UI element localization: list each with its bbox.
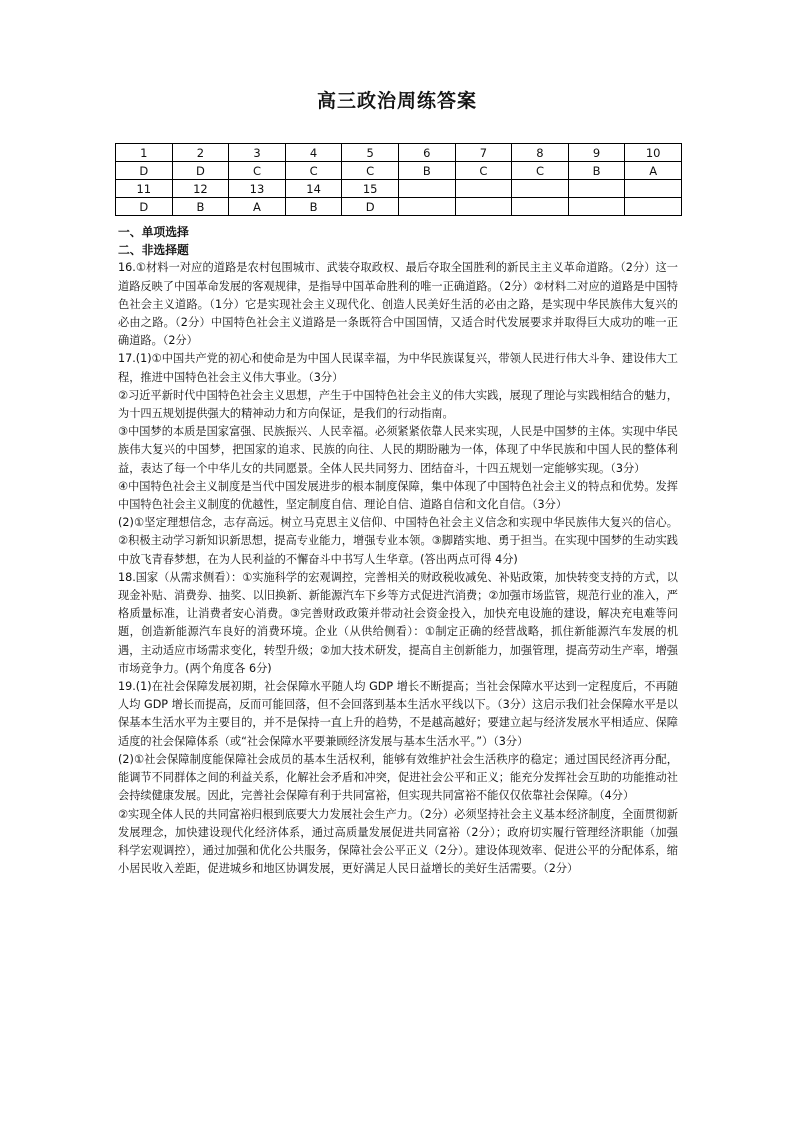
- table-cell: [455, 198, 512, 216]
- table-cell: C: [512, 162, 569, 180]
- table-cell: 11: [116, 180, 173, 198]
- table-cell: D: [116, 162, 173, 180]
- page-title: 高三政治周练答案: [316, 90, 477, 112]
- answer-paragraph: ③中国梦的本质是国家富强、民族振兴、人民幸福。必须紧紧依靠人民来实现，人民是中国梦的主体。实现中华民族伟大复兴的中国梦，把国家的追求、民族的向往、人民的期盼融为一体，体现了中华民族和中国人民的整体利益，表达了每一个中华儿女的共同愿景。全体人民共同努力、团结奋斗，十四五规划一定能够实现。（3分）: [118, 425, 678, 475]
- table-cell: A: [625, 162, 682, 180]
- table-cell: 13: [229, 180, 286, 198]
- table-cell: 10: [625, 144, 682, 162]
- answer-paragraph: (2)①社会保障制度能保障社会成员的基本生活权利，能够有效维护社会生活秩序的稳定；通过国民经济再分配，能调节不同群体之间的利益关系，化解社会矛盾和冲突，促进社会公平和正义；能充分发挥社会互助的功能推动社会持续健康发展。因此，完善社会保障有利于共同富裕，但实现共同富裕不能仅仅依靠社会保障。（4分）: [118, 752, 678, 803]
- table-cell: 1: [116, 144, 173, 162]
- table-cell: [512, 198, 569, 216]
- table-row: [116, 180, 682, 198]
- table-cell: B: [568, 162, 625, 180]
- table-cell: 12: [172, 180, 229, 198]
- table-cell: A: [229, 198, 286, 216]
- table-cell: B: [398, 162, 455, 180]
- table-cell: [625, 180, 682, 198]
- table-cell: B: [285, 198, 342, 216]
- table-cell: [625, 198, 682, 216]
- table-row: [116, 162, 682, 180]
- table-row: [116, 198, 682, 216]
- table-cell: [398, 198, 455, 216]
- table-cell: 4: [285, 144, 342, 162]
- table-cell: D: [116, 198, 173, 216]
- table-cell: C: [285, 162, 342, 180]
- table-cell: 3: [229, 144, 286, 162]
- section-heading: 二、非选择题: [118, 243, 189, 258]
- table-cell: C: [229, 162, 286, 180]
- table-cell: C: [455, 162, 512, 180]
- table-row: [116, 144, 682, 162]
- table-cell: D: [342, 198, 399, 216]
- table-cell: 15: [342, 180, 399, 198]
- answer-paragraph: 19.(1)在社会保障发展初期，社会保障水平随人均 GDP 增长不断提高；当社会保障水平达到一定程度后，不再随人均 GDP 增长而提高，反而可能回落，但不会回落到基本生活水平线以下。（3分）这启示我们社会保障水平是以保基本生活水平为主要目的，并不是保持一直上升的趋势，不是越高越好；要建立起与经济发展水平相适应、保障适度的社会保障体系（或“社会保障水平要兼顾经济发展与基本生活水平。”）（3分）: [118, 680, 678, 748]
- table-cell: [568, 198, 625, 216]
- table-cell: [512, 180, 569, 198]
- table-cell: 14: [285, 180, 342, 198]
- table-cell: 2: [172, 144, 229, 162]
- table-cell: 8: [512, 144, 569, 162]
- table-cell: 7: [455, 144, 512, 162]
- table-cell: 6: [398, 144, 455, 162]
- answer-table-body: [116, 144, 682, 216]
- answer-table: [115, 143, 682, 216]
- answer-paragraph: 17.(1)①中国共产党的初心和使命是为中国人民谋幸福，为中华民族谋复兴，带领人民进行伟大斗争、建设伟大工程，推进中国特色社会主义伟大事业。（3分）: [118, 352, 678, 384]
- table-cell: [568, 180, 625, 198]
- answer-paragraph: ④中国特色社会主义制度是当代中国发展进步的根本制度保障，集中体现了中国特色社会主义的特点和优势。发挥中国特色社会主义制度的优越性，坚定制度自信、理论自信、道路自信和文化自信。（3分）: [118, 479, 678, 512]
- table-cell: C: [342, 162, 399, 180]
- answer-paragraph: (2)①坚定理想信念，志存高远。树立马克思主义信仰、中国特色社会主义信念和实现中华民族伟大复兴的信心。②积极主动学习新知识新思想，提高专业能力，增强专业本领。③脚踏实地、勇于担当。在实现中国梦的生动实践中放飞青春梦想，在为人民利益的不懈奋斗中书写人生华章。(答出两点可得 4分): [118, 516, 678, 566]
- answer-paragraph: ②习近平新时代中国特色社会主义思想，产生于中国特色社会主义的伟大实践，展现了理论与实践相结合的魅力，为十四五规划提供强大的精神动力和方向保证，是我们的行动指南。: [118, 388, 678, 421]
- table-cell: D: [172, 162, 229, 180]
- table-cell: 5: [342, 144, 399, 162]
- answer-paragraph: 16.①材料一对应的道路是农村包围城市、武装夺取政权、最后夺取全国胜利的新民主主义革命道路。（2分）这一道路反映了中国革命发展的客观规律，是指导中国革命胜利的唯一正确道路。（2分）②材料二对应的道路是中国特色社会主义道路。（1分）它是实现社会主义现代化、创造人民美好生活的必由之路，是实现中华民族伟大复兴的必由之路。（2分）中国特色社会主义道路是一条既符合中国国情，又适合时代发展要求并取得巨大成功的唯一正确道路。（2分）: [118, 261, 678, 348]
- answer-paragraph: ②实现全体人民的共同富裕归根到底要大力发展社会生产力。（2分）必须坚持社会主义基本经济制度，全面贯彻新发展理念，加快建设现代化经济体系，通过高质量发展促进共同富裕（2分）；政府切实履行管理经济职能（加强科学宏观调控），通过加强和优化公共服务，保障社会公平正义（2分）。建设体现效率、促进公平的分配体系，缩小居民收入差距，促进城乡和地区协调发展，更好满足人民日益增长的美好生活需要。（2分）: [118, 807, 678, 876]
- table-cell: B: [172, 198, 229, 216]
- table-cell: [455, 180, 512, 198]
- answer-content: [118, 223, 678, 878]
- table-cell: 9: [568, 144, 625, 162]
- section-heading: 一、单项选择: [118, 225, 189, 239]
- table-cell: [398, 180, 455, 198]
- answer-paragraph: 18.国家（从需求侧看）：①实施科学的宏观调控，完善相关的财政税收减免、补贴政策，加快转变支持的方式，以现金补贴、消费券、抽奖、以旧换新、新能源汽车下乡等方式促进汽消费；②加强市场监管，规范行业的准入，严格质量标准，让消费者安心消费。③完善财政政策并带动社会资金投入，加快充电设施的建设，解决充电难等问题，创造新能源汽车良好的消费环境。企业（从供给侧看）：①制定正确的经营战略，抓住新能源汽车发展的机遇，主动适应市场需求变化，转型升级；②加大技术研发，提高自主创新能力，加强管理，提高劳动生产率，增强市场竞争力。(两个角度各 6分): [118, 570, 678, 675]
